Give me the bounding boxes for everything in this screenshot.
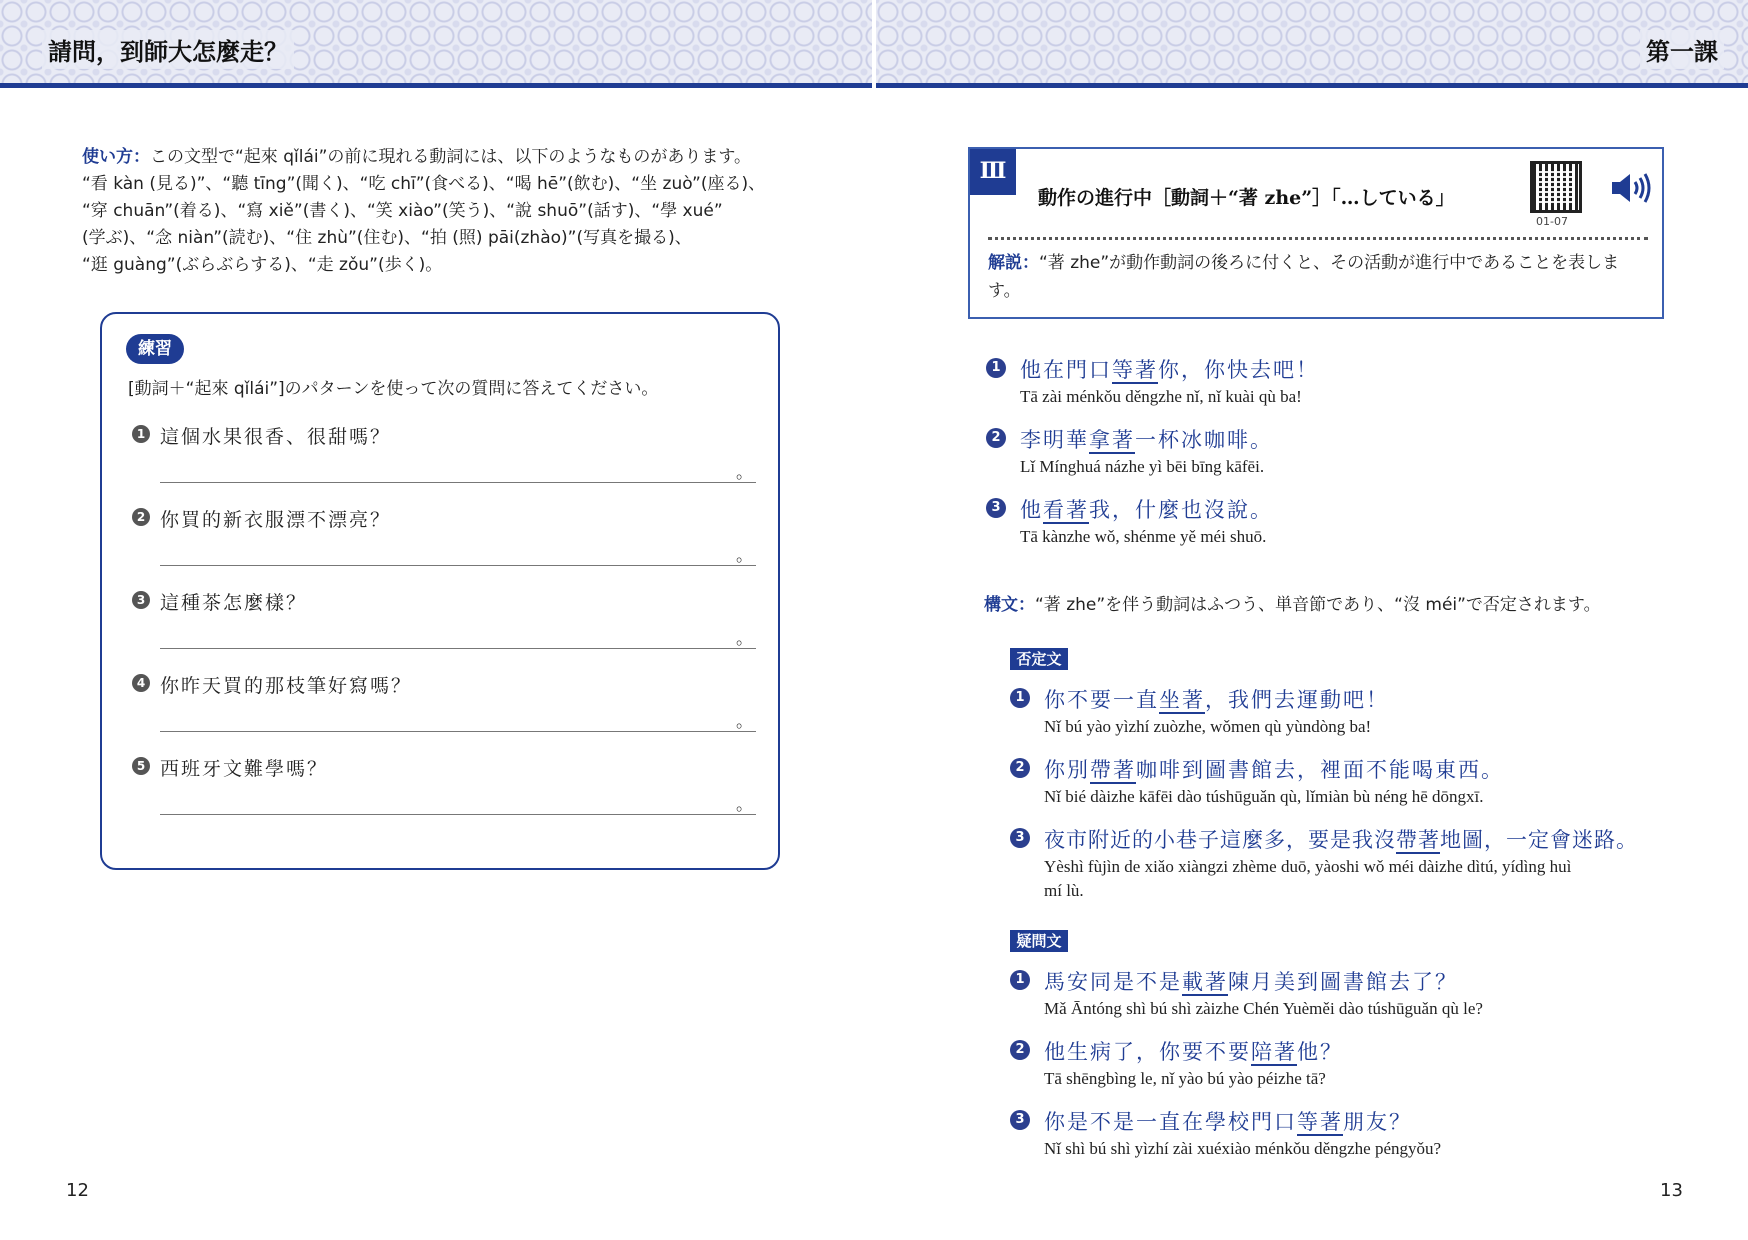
question-number: 4 bbox=[132, 674, 150, 692]
answer-line[interactable] bbox=[160, 731, 756, 732]
example-number: 2 bbox=[986, 428, 1006, 448]
pinyin: Tā kànzhe wǒ, shénme yě méi shuō. bbox=[1020, 527, 1267, 546]
speaker-icon[interactable] bbox=[1610, 171, 1654, 205]
highlighted-verb: 坐著 bbox=[1159, 688, 1205, 712]
highlighted-verb: 等著 bbox=[1297, 1110, 1343, 1134]
pinyin: Nǐ bié dàizhe kāfēi dào túshūguǎn qù, lǐmiàn bù néng hē dōngxī. bbox=[1044, 787, 1484, 806]
example-number: 3 bbox=[986, 498, 1006, 518]
grammar-section-box bbox=[968, 147, 1664, 319]
highlighted-verb: 帶著 bbox=[1396, 828, 1440, 852]
lesson-title: 第一課 bbox=[1640, 30, 1724, 69]
answer-end-mark: 。 bbox=[736, 629, 753, 649]
chinese-sentence: 你別帶著咖啡到圖書館去，裡面不能喝東西。 bbox=[1044, 758, 1504, 782]
qr-code-icon[interactable] bbox=[1530, 161, 1582, 213]
question-number: 2 bbox=[132, 508, 150, 526]
answer-line[interactable] bbox=[160, 648, 756, 649]
question-number: 3 bbox=[132, 591, 150, 609]
usage-label: 使い方： bbox=[82, 147, 150, 167]
question-text: 你買的新衣服漂不漂亮？ bbox=[160, 509, 392, 531]
structure-note: 構文：“著 zhe”を伴う動詞はふつう、単音節であり、“沒 méi”で否定されます。 bbox=[984, 595, 1601, 615]
answer-end-mark: 。 bbox=[736, 795, 753, 815]
exercise-instruction: [動詞＋“起來 qǐlái”]のパターンを使って次の質問に答えてください。 bbox=[128, 379, 659, 399]
section-number: Ⅲ bbox=[970, 149, 1016, 195]
audio-track-code: 01-07 bbox=[1536, 215, 1568, 228]
answer-end-mark: 。 bbox=[736, 712, 753, 732]
question-text: 這種茶怎麼樣？ bbox=[160, 592, 308, 614]
pinyin: Tā zài ménkǒu děngzhe nǐ, nǐ kuài qù ba! bbox=[1020, 387, 1302, 406]
explanation-label: 解説： bbox=[988, 253, 1039, 273]
chapter-title: 請問，到師大怎麼走？ bbox=[42, 30, 294, 69]
usage-line: “逛 guàng”(ぶらぶらする)、“走 zǒu”(歩く)。 bbox=[82, 255, 443, 275]
highlighted-verb: 看著 bbox=[1043, 498, 1089, 522]
example-number: 1 bbox=[1010, 970, 1030, 990]
structure-label: 構文： bbox=[984, 595, 1035, 615]
highlighted-verb: 帶著 bbox=[1090, 758, 1136, 782]
question-text: 你昨天買的那枝筆好寫嗎？ bbox=[160, 675, 413, 697]
chinese-sentence: 你不要一直坐著，我們去運動吧！ bbox=[1044, 688, 1389, 712]
pinyin: Mǎ Āntóng shì bú shì zàizhe Chén Yuèměi dào túshūguǎn qù le? bbox=[1044, 999, 1483, 1018]
chinese-sentence: 他在門口等著你，你快去吧！ bbox=[1020, 358, 1319, 382]
pinyin: Yèshì fùjìn de xiǎo xiàngzi zhème duō, yàoshi wǒ méi dàizhe dìtú, yídìng huì bbox=[1044, 857, 1572, 876]
question-tag: 疑問文 bbox=[1010, 930, 1068, 952]
pinyin: Lǐ Mínghuá názhe yì bēi bīng kāfēi. bbox=[1020, 457, 1265, 476]
usage-line: “看 kàn (見る)”、“聽 tīng”(聞く)、“吃 chī”(食べる)、“喝 hē”(飲む)、“坐 zuò”(座る)、 bbox=[82, 174, 766, 194]
question-number: 5 bbox=[132, 757, 150, 775]
pinyin: Tā shēngbìng le, nǐ yào bú yào péizhe tā? bbox=[1044, 1069, 1326, 1088]
question-text: 這個水果很香、很甜嗎？ bbox=[160, 426, 392, 448]
header-band-left bbox=[0, 0, 872, 88]
answer-line[interactable] bbox=[160, 565, 756, 566]
pinyin-continued: mí lù. bbox=[1044, 881, 1084, 900]
answer-line[interactable] bbox=[160, 814, 756, 815]
explanation: 解説：“著 zhe”が動作動詞の後ろに付くと、その活動が進行中であることを表しま す。 bbox=[988, 253, 1620, 301]
highlighted-verb: 陪著 bbox=[1251, 1040, 1297, 1064]
chinese-sentence: 他生病了，你要不要陪著他？ bbox=[1044, 1040, 1343, 1064]
header-band-right bbox=[876, 0, 1748, 88]
chinese-sentence: 馬安同是不是載著陳月美到圖書館去了？ bbox=[1044, 970, 1458, 994]
page-number-left: 12 bbox=[66, 1180, 89, 1201]
example-number: 1 bbox=[986, 358, 1006, 378]
negative-tag: 否定文 bbox=[1010, 648, 1068, 670]
question-text: 西班牙文難學嗎？ bbox=[160, 758, 329, 780]
example-number: 2 bbox=[1010, 758, 1030, 778]
dotted-divider bbox=[988, 237, 1648, 240]
example-number: 3 bbox=[1010, 1110, 1030, 1130]
chinese-sentence: 李明華拿著一杯冰咖啡。 bbox=[1020, 428, 1273, 452]
example-number: 2 bbox=[1010, 1040, 1030, 1060]
highlighted-verb: 拿著 bbox=[1089, 428, 1135, 452]
usage-paragraph: 使い方：この文型で“起來 qǐlái”の前に現れる動詞には、以下のようなものがあります。 “看 kàn (見る)”、“聽 tīng”(聞く)、“吃 chī”(食べる)、“喝 hē”(飲む)、“坐 zuò”(座る)、 “穿 chuān”(着る)、“寫 xiě”(書く)、“笑 xiào”(笑う)、“說 shuō”(話す)、“學 xué” (学ぶ)、“念 niàn”(読む)、“住 zhù”(住む)、“拍 (照) pāi(zhào)”(写真を撮る)、 “逛 guàng”(ぶらぶらする)、“走 zǒu”(歩く)。 bbox=[82, 144, 794, 279]
usage-line: “穿 chuān”(着る)、“寫 xiě”(書く)、“笑 xiào”(笑う)、“說 shuō”(話す)、“學 xué” bbox=[82, 201, 723, 221]
chinese-sentence: 他看著我，什麼也沒說。 bbox=[1020, 498, 1273, 522]
example-number: 1 bbox=[1010, 688, 1030, 708]
question-number: 1 bbox=[132, 425, 150, 443]
highlighted-verb: 等著 bbox=[1112, 358, 1158, 382]
answer-end-mark: 。 bbox=[736, 546, 753, 566]
chinese-sentence: 夜市附近的小巷子這麼多，要是我沒帶著地圖，一定會迷路。 bbox=[1044, 828, 1638, 852]
section-title: 動作の進行中［動詞＋“著 zhe”］「…している」 bbox=[1038, 187, 1455, 209]
pinyin: Nǐ shì bú shì yìzhí zài xuéxiào ménkǒu děngzhe péngyǒu? bbox=[1044, 1139, 1442, 1158]
exercise-box bbox=[100, 312, 780, 870]
pinyin: Nǐ bú yào yìzhí zuòzhe, wǒmen qù yùndòng ba! bbox=[1044, 717, 1372, 736]
answer-end-mark: 。 bbox=[736, 463, 753, 483]
example-number: 3 bbox=[1010, 828, 1030, 848]
chinese-sentence: 你是不是一直在學校門口等著朋友？ bbox=[1044, 1110, 1412, 1134]
usage-line: (学ぶ)、“念 niàn”(読む)、“住 zhù”(住む)、“拍 (照) pāi(zhào)”(写真を撮る)、 bbox=[82, 228, 692, 248]
page-number-right: 13 bbox=[1660, 1180, 1683, 1201]
highlighted-verb: 載著 bbox=[1182, 970, 1228, 994]
exercise-badge: 練習 bbox=[126, 334, 184, 364]
answer-line[interactable] bbox=[160, 482, 756, 483]
